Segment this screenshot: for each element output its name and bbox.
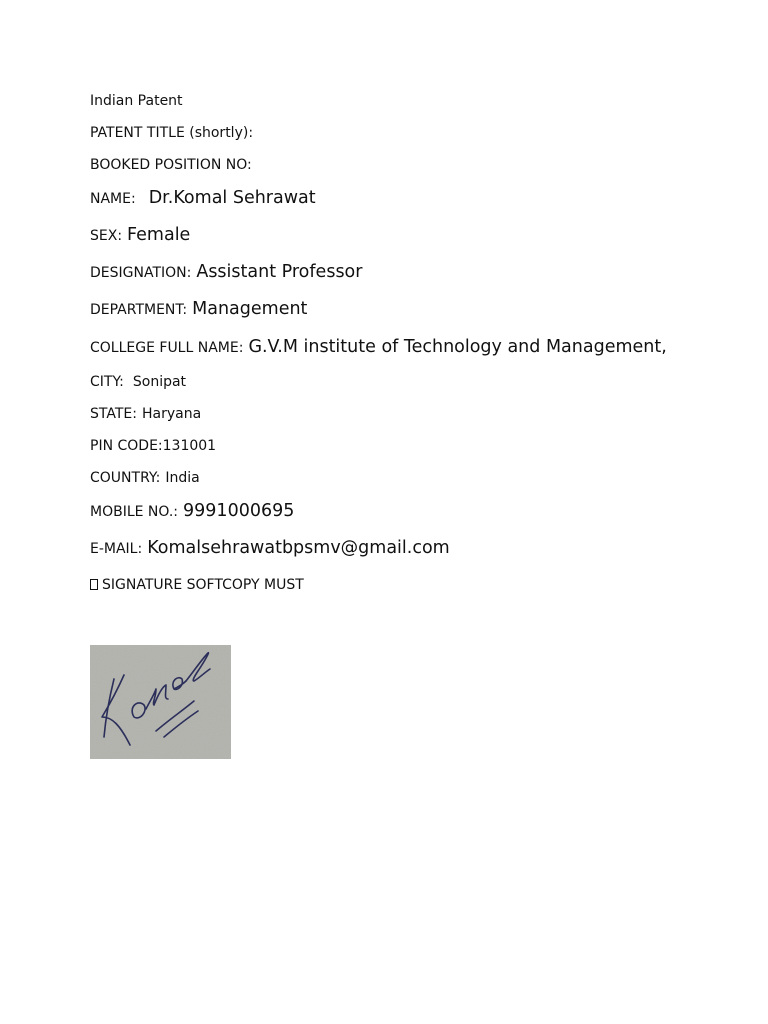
email-value: Komalsehrawatbpsmv@gmail.com [147,538,450,558]
country-row [90,471,200,485]
booked-position-label: BOOKED POSITION NO: [90,157,252,173]
mobile-label: MOBILE NO.: [90,504,179,520]
booked-position-row [90,158,252,172]
country-label: COUNTRY: [90,470,161,486]
state-value: Haryana [141,406,202,422]
document-header [90,94,183,108]
city-row [90,375,186,389]
signature-image [90,645,231,759]
patent-title-label: PATENT TITLE (shortly): [90,125,254,141]
sex-value: Female [127,225,191,245]
signature-note: SIGNATURE SOFTCOPY MUST [102,577,304,593]
city-label: CITY: [90,374,124,390]
pin-code-value: 131001 [162,438,217,454]
email-label: E-MAIL: [90,541,143,557]
name-value: Dr.Komal Sehrawat [148,188,316,208]
missing-glyph-icon [90,579,98,590]
designation-row [90,264,362,282]
college-row [90,339,667,357]
department-value: Management [192,299,308,319]
mobile-row [90,503,294,521]
patent-title-row [90,126,253,140]
state-label: STATE: [90,406,137,422]
mobile-value: 9991000695 [183,501,295,521]
state-row [90,407,201,421]
department-label: DEPARTMENT: [90,302,188,318]
country-value: India [165,470,200,486]
name-row [90,190,316,208]
college-label: COLLEGE FULL NAME: [90,340,244,356]
signature-note-row [90,578,304,592]
college-value: G.V.M institute of Technology and Management, [248,337,667,357]
sex-label: SEX: [90,228,123,244]
pin-code-row [90,439,216,453]
designation-value: Assistant Professor [196,262,363,282]
pin-code-label: PIN CODE: [90,438,163,454]
name-label: NAME: [90,191,136,207]
sex-row [90,227,190,245]
email-row [90,540,450,558]
header-text: Indian Patent [90,93,183,109]
city-value: Sonipat [132,374,187,390]
department-row [90,301,307,319]
designation-label: DESIGNATION: [90,265,192,281]
signature-icon [90,645,231,759]
